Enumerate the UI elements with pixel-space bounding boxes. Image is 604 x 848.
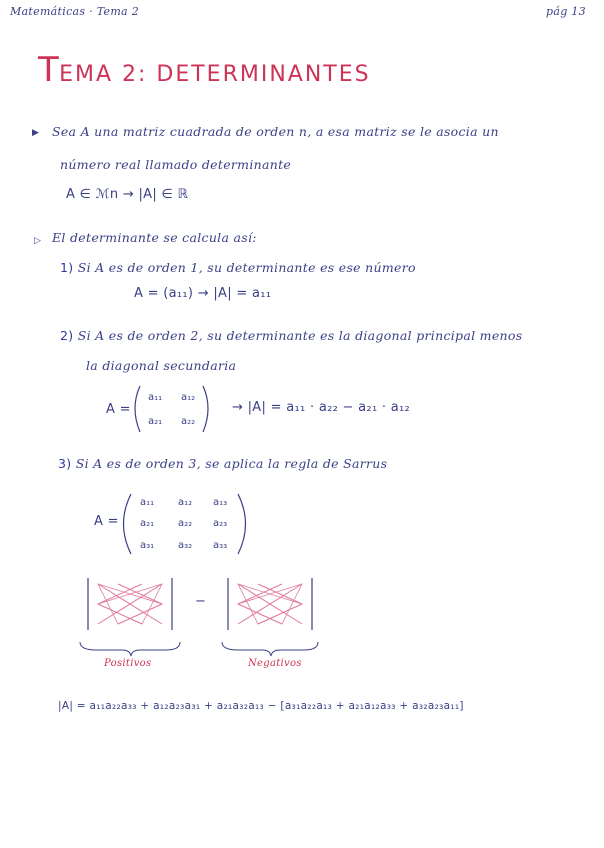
calc-heading: El determinante se calcula así: bbox=[52, 230, 257, 245]
case3-m31: a₃₁ bbox=[140, 540, 155, 551]
case3-m33: a₃₃ bbox=[213, 540, 228, 551]
sarrus-minus: − bbox=[195, 594, 207, 609]
case2-text-2: la diagonal secundaria bbox=[86, 358, 237, 373]
case1-number: 1) bbox=[60, 260, 74, 275]
header-page: pág 13 bbox=[546, 5, 586, 18]
case3-m22: a₂₂ bbox=[178, 518, 193, 529]
case3-m12: a₁₂ bbox=[178, 497, 193, 508]
case2-right-paren bbox=[203, 386, 208, 432]
intro-line-2: número real llamado determinante bbox=[60, 157, 292, 172]
header-subject: Matemáticas · Tema 2 bbox=[10, 5, 140, 18]
positive-underbrace bbox=[80, 642, 180, 656]
case2-m12: a₁₂ bbox=[181, 392, 196, 403]
negative-underbrace bbox=[222, 642, 318, 656]
case3-right-paren bbox=[238, 494, 246, 554]
sarrus-positive-diagram bbox=[88, 578, 172, 630]
title-first-letter: T bbox=[38, 50, 60, 90]
intro-formula: A ∈ ℳn → |A| ∈ ℝ bbox=[66, 187, 189, 202]
case2-result: → |A| = a₁₁ · a₂₂ − a₂₁ · a₁₂ bbox=[232, 400, 411, 415]
case2-m21: a₂₁ bbox=[148, 416, 163, 427]
case2-text: Si A es de orden 2, su determinante es la diagonal principal menos bbox=[77, 328, 523, 343]
bullet-icon: ▷ bbox=[34, 236, 41, 246]
sarrus-negative-diagram bbox=[228, 578, 312, 630]
case3-text: Si A es de orden 3, se aplica la regla de Sarrus bbox=[75, 456, 388, 471]
case2-m11: a₁₁ bbox=[148, 392, 163, 403]
case1-formula: A = (a₁₁) → |A| = a₁₁ bbox=[134, 286, 272, 301]
case3-lhs: A = bbox=[94, 514, 119, 529]
case3-m23: a₂₃ bbox=[213, 518, 228, 529]
case1-text: Si A es de orden 1, su determinante es ese número bbox=[77, 260, 416, 275]
intro-line-1: Sea A una matriz cuadrada de orden n, a esa matriz se le asocia un bbox=[52, 124, 499, 139]
title-rest: EMA 2: DETERMINANTES bbox=[59, 62, 371, 87]
case2-left-paren bbox=[135, 386, 140, 432]
case3-left-paren bbox=[124, 494, 132, 554]
case2-number: 2) bbox=[60, 328, 74, 343]
case3-m32: a₃₂ bbox=[178, 540, 193, 551]
case2-m22: a₂₂ bbox=[181, 416, 196, 427]
case3-m11: a₁₁ bbox=[140, 497, 155, 508]
case3-number: 3) bbox=[58, 456, 72, 471]
case3-m21: a₂₁ bbox=[140, 518, 155, 529]
negative-label: Negativos bbox=[248, 658, 302, 669]
case3-m13: a₁₃ bbox=[213, 497, 228, 508]
bullet-icon: ▶ bbox=[32, 128, 39, 138]
sarrus-final-formula: |A| = a₁₁a₂₂a₃₃ + a₁₂a₂₃a₃₁ + a₂₁a₃₂a₁₃ − [a₃₁a₂₂a₁₃ + a₂₁a₁₂a₃₃ + a₃₂a₂₃a₁₁] bbox=[58, 700, 464, 712]
positive-label: Positivos bbox=[104, 658, 152, 669]
case2-lhs: A = bbox=[106, 402, 131, 417]
